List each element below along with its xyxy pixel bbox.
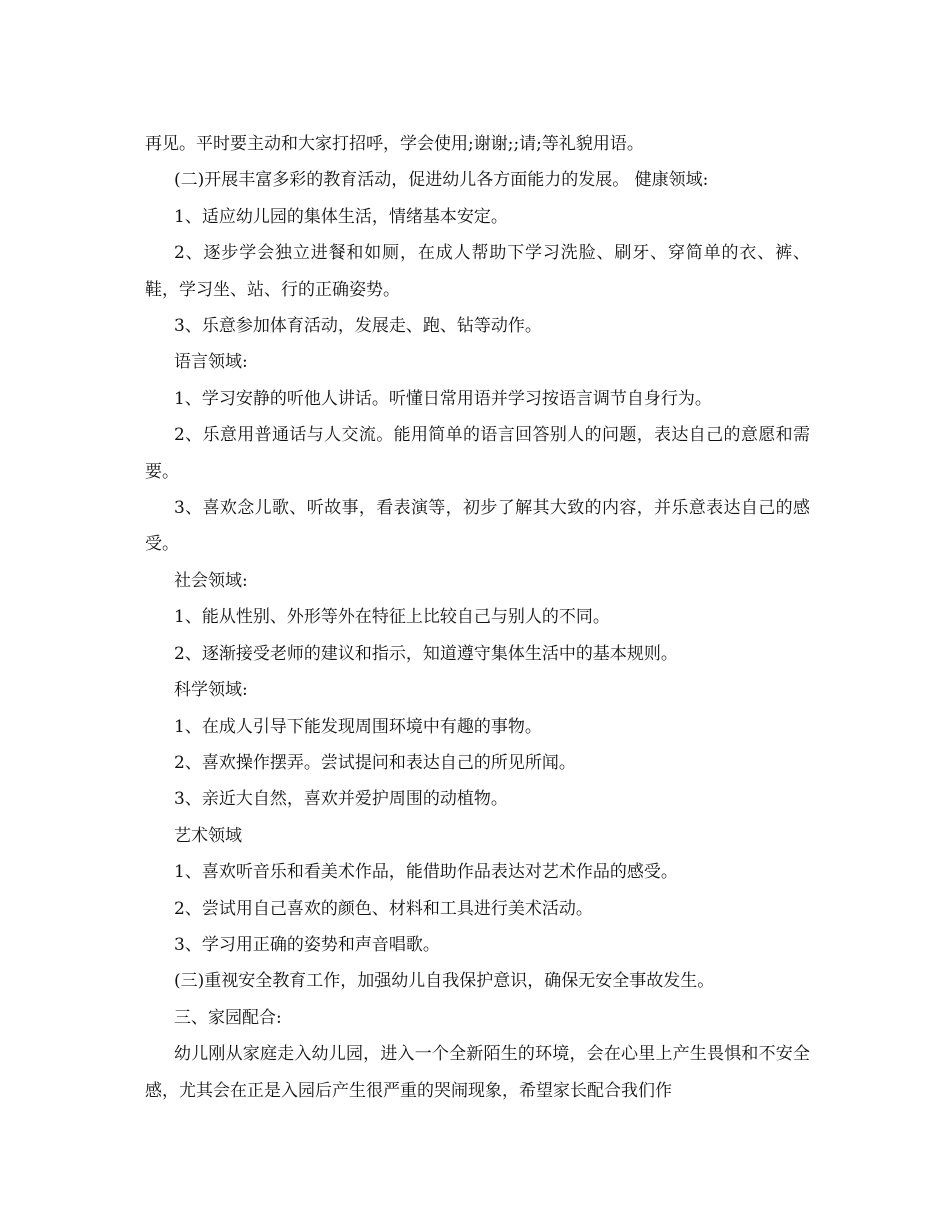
paragraph: 2、逐渐接受老师的建议和指示，知道遵守集体生活中的基本规则。 [174,643,678,664]
paragraph: 1、适应幼儿园的集体生活，情绪基本安定。 [174,206,508,227]
section-heading: 三、家园配合: [174,1007,282,1028]
paragraph: 2、乐意用普通话与人交流。能用简单的语言回答别人的问题，表达自己的意愿和需要。 [145,425,810,482]
paragraph: 1、能从性别、外形等外在特征上比较自己与别人的不同。 [174,607,610,628]
paragraph: 1、在成人引导下能发现周围环境中有趣的事物。 [174,716,542,737]
paragraph: 再见。平时要主动和大家打招呼，学会使用;谢谢;;请;等礼貌用语。 [145,134,644,154]
paragraph: 1、学习安静的听他人讲话。听懂日常用语并学习按语言调节自身行为。 [174,388,712,409]
paragraph: 幼儿刚从家庭走入幼儿园，进入一个全新陌生的环境，会在心里上产生畏惧和不安全感，尤其会在正是入园后产生很严重的哭闹现象，希望家长配合我们作 [145,1044,810,1101]
paragraph: (二)开展丰富多彩的教育活动，促进幼儿各方面能力的发展。 健康领域: [174,170,709,191]
section-heading: 科学领域: [174,680,248,701]
paragraph: 2、喜欢操作摆弄。尝试提问和表达自己的所见所闻。 [174,752,576,773]
paragraph: 2、逐步学会独立进餐和如厕，在成人帮助下学习洗脸、刷牙、穿简单的衣、裤、鞋，学习坐、站、行的正确姿势。 [145,243,810,300]
section-heading: 艺术领域 [174,825,242,846]
section-heading: 语言领域: [174,352,248,373]
section-heading: 社会领域: [174,570,248,591]
paragraph: 3、亲近大自然，喜欢并爱护周围的动植物。 [174,789,508,810]
paragraph: (三)重视安全教育工作，加强幼儿自我保护意识，确保无安全事故发生。 [174,971,715,992]
paragraph: 1、喜欢听音乐和看美术作品，能借助作品表达对艺术作品的感受。 [174,862,678,883]
document-body [145,126,810,1109]
paragraph: 2、尝试用自己喜欢的颜色、材料和工具进行美术活动。 [174,898,593,919]
paragraph: 3、学习用正确的姿势和声音唱歌。 [174,934,440,955]
paragraph: 3、乐意参加体育活动，发展走、跑、钻等动作。 [174,316,542,337]
paragraph: 3、喜欢念儿歌、听故事，看表演等，初步了解其大致的内容，并乐意表达自己的感受。 [145,498,810,555]
